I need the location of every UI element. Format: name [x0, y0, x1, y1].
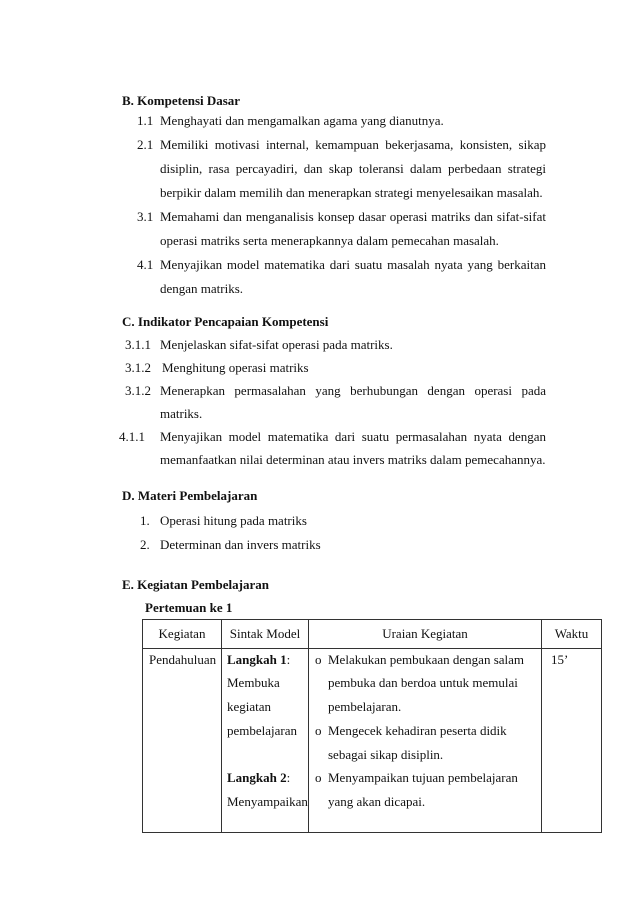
kd-text: berpikir dalam memilih dan menerapkan strategi menyelesaikan masalah. [160, 185, 543, 200]
materi-text: Operasi hitung pada matriks [160, 513, 307, 528]
kd-number: 3.1 [137, 209, 154, 224]
activity-text: yang akan dicapai. [328, 794, 426, 809]
indicator-text: Menghitung operasi matriks [162, 360, 309, 375]
activity-text: Mengecek kehadiran peserta didik [328, 723, 507, 738]
step-2-heading [227, 770, 290, 786]
step-2-colon: : [286, 770, 291, 785]
header-uraian-kegiatan: Uraian Kegiatan [309, 620, 542, 649]
table-header-row [143, 620, 602, 649]
kd-number: 4.1 [137, 257, 154, 272]
section-b-title: B. Kompetensi Dasar [122, 93, 241, 108]
cell-kegiatan [143, 649, 222, 833]
cell-waktu [542, 649, 602, 833]
activity-text: Menyampaikan tujuan pembelajaran [328, 770, 518, 785]
header-kegiatan: Kegiatan [143, 620, 222, 649]
bullet-icon: o [315, 770, 322, 785]
kd-text: disiplin, rasa percayadiri, dan skap toleransi dalam perbedaan strategi [160, 161, 546, 176]
indicator-number: 3.1.2 [125, 383, 151, 398]
bullet-icon: o [315, 723, 322, 738]
activity-text: Melakukan pembukaan dengan salam [328, 652, 525, 667]
kd-text: Memiliki motivasi internal, kemampuan bekerjasama, konsisten, sikap [160, 137, 546, 152]
indicator-text: Menyajikan model matematika dari suatu permasalahan nyata dengan [160, 429, 546, 444]
materi-text: Determinan dan invers matriks [160, 537, 321, 552]
step-1-heading [227, 652, 290, 668]
kd-text: operasi matriks serta menerapkannya dalam pemecahan masalah. [160, 233, 499, 248]
kd-number: 2.1 [137, 137, 154, 152]
indicator-number: 3.1.2 [125, 360, 151, 375]
indicator-number: 3.1.1 [125, 337, 151, 352]
kegiatan-label: Pendahuluan [149, 652, 217, 667]
step-1-colon: : [286, 652, 291, 667]
header-sintak-model: Sintak Model [222, 620, 309, 649]
activity-text: pembuka dan berdoa untuk memulai [328, 675, 518, 690]
meeting-subtitle: Pertemuan ke 1 [145, 600, 233, 615]
kd-text: Menghayati dan mengamalkan agama yang dianutnya. [160, 113, 444, 128]
section-c-title: C. Indikator Pencapaian Kompetensi [122, 314, 329, 329]
table-row [143, 649, 602, 833]
step-1-text: pembelajaran [227, 723, 298, 738]
step-1-text: Membuka [227, 675, 280, 690]
section-d-title: D. Materi Pembelajaran [122, 488, 258, 503]
cell-sintak-model [222, 649, 309, 833]
activity-text: pembelajaran. [328, 699, 402, 714]
step-1-text: kegiatan [227, 699, 272, 714]
section-e-title: E. Kegiatan Pembelajaran [122, 577, 269, 592]
materi-number: 2. [140, 537, 150, 552]
step-2-label: Langkah 2 [227, 770, 287, 785]
cell-uraian-kegiatan [309, 649, 542, 833]
indicator-text: matriks. [160, 406, 203, 421]
step-2-text: Menyampaikan [227, 794, 308, 809]
step-1-label: Langkah 1 [227, 652, 287, 667]
indicator-text: memanfaatkan nilai determinan atau invers matriks dalam pemecahannya. [160, 452, 546, 467]
materi-number: 1. [140, 513, 150, 528]
waktu-value: 15’ [551, 652, 569, 667]
kd-text: Memahami dan menganalisis konsep dasar operasi matriks dan sifat-sifat [160, 209, 546, 224]
kd-text: dengan matriks. [160, 281, 244, 296]
activity-text: sebagai sikap disiplin. [328, 747, 444, 762]
indicator-number: 4.1.1 [119, 429, 145, 444]
header-waktu: Waktu [542, 620, 602, 649]
indicator-text: Menjelaskan sifat-sifat operasi pada matriks. [160, 337, 393, 352]
kd-text: Menyajikan model matematika dari suatu masalah nyata yang berkaitan [160, 257, 546, 272]
indicator-text: Menerapkan permasalahan yang berhubungan dengan operasi pada [160, 383, 546, 398]
kd-number: 1.1 [137, 113, 154, 128]
bullet-icon: o [315, 652, 322, 667]
activity-table [142, 619, 602, 833]
